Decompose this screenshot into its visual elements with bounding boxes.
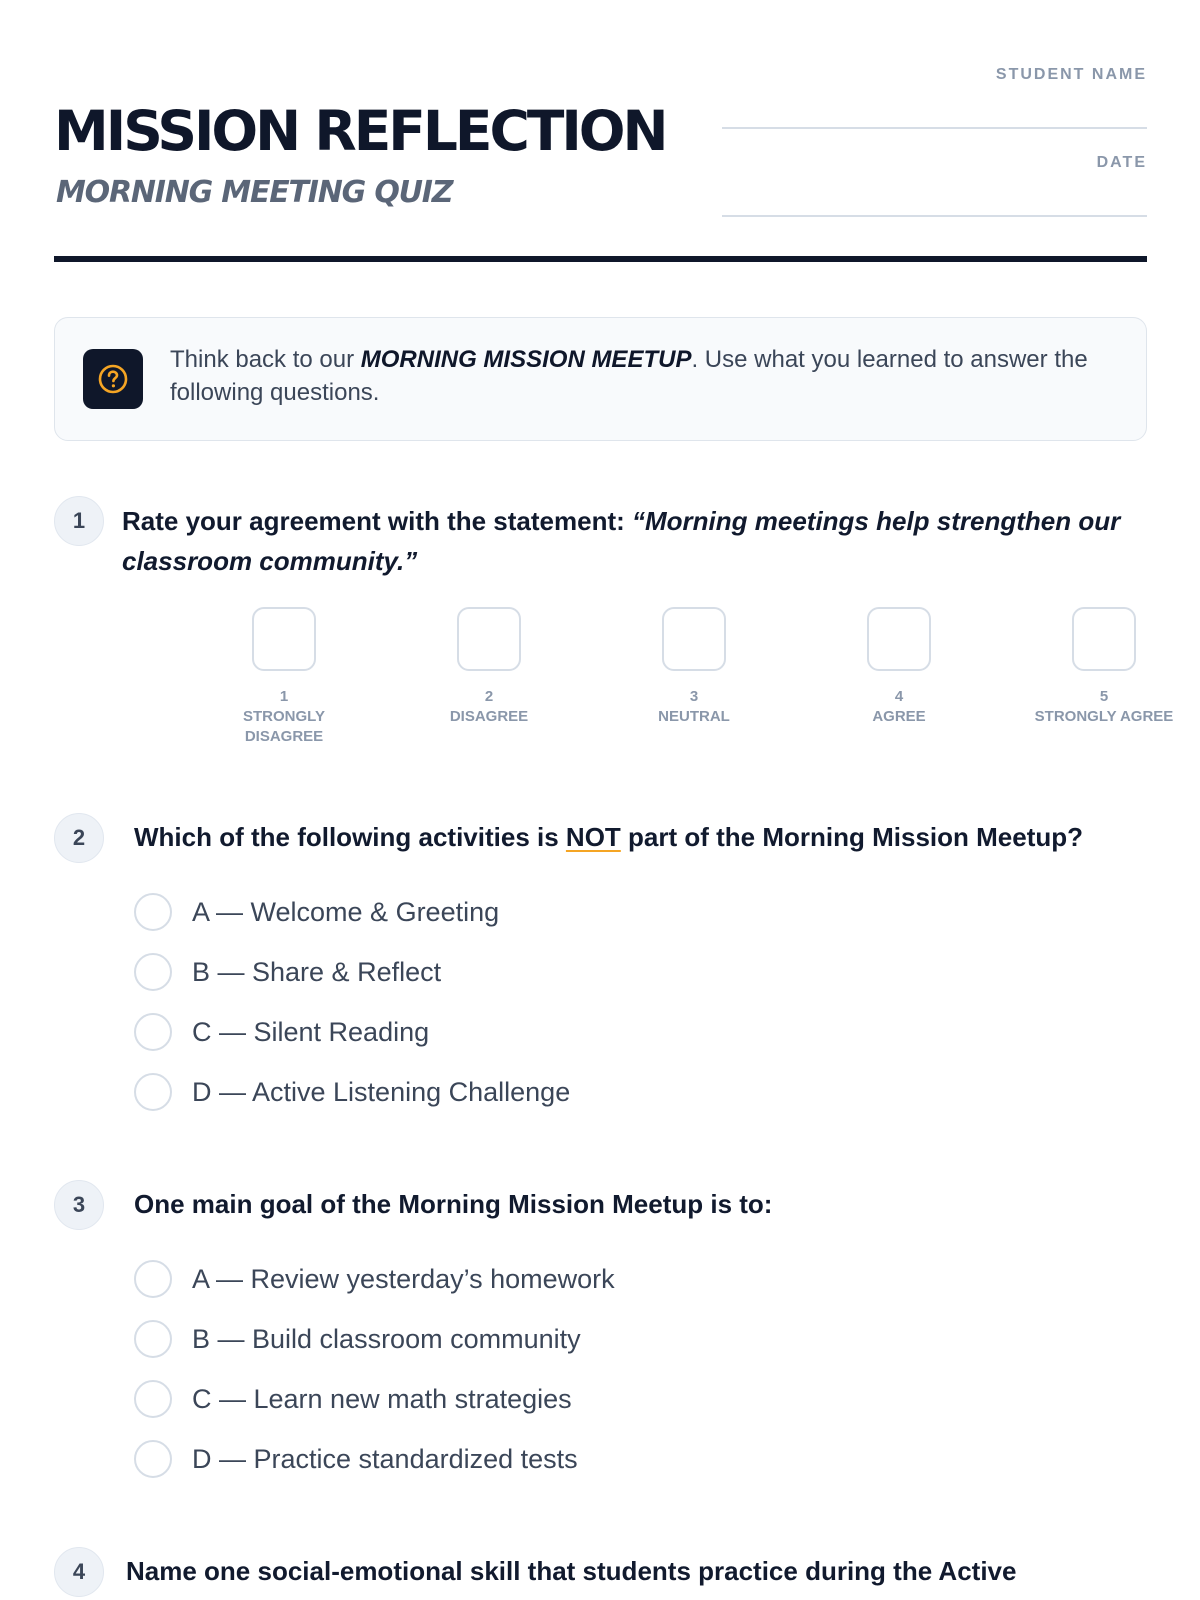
radio-button[interactable] xyxy=(134,893,172,931)
radio-button[interactable] xyxy=(134,1380,172,1418)
page-title: MISSION REFLECTION xyxy=(54,99,666,163)
likert-option-2[interactable]: 2 DISAGREE xyxy=(419,607,559,727)
likert-box[interactable] xyxy=(867,607,931,671)
question-3-text: One main goal of the Morning Mission Meetup is to: xyxy=(134,1189,773,1219)
question-number-4: 4 xyxy=(54,1547,104,1597)
likert-box[interactable] xyxy=(252,607,316,671)
question-2-option-a[interactable]: A — Welcome & Greeting xyxy=(134,892,499,932)
question-2-text: Which of the following activities is NOT part of the Morning Mission Meetup? xyxy=(134,822,1084,852)
page-subtitle: MORNING MEETING QUIZ xyxy=(56,175,453,210)
question-3-option-d[interactable]: D — Practice standardized tests xyxy=(134,1439,578,1479)
question-number-1: 1 xyxy=(54,496,104,546)
intro-text: Think back to our MORNING MISSION MEETUP. Use what you learned to answer the following questions. xyxy=(170,346,1088,406)
question-4-text: Name one social-emotional skill that students practice during the Active xyxy=(126,1556,1017,1586)
question-3-option-b[interactable]: B — Build classroom community xyxy=(134,1319,581,1359)
likert-option-5[interactable]: 5 STRONGLY AGREE xyxy=(1034,607,1174,727)
radio-button[interactable] xyxy=(134,1260,172,1298)
question-1-text: Rate your agreement with the statement: “Morning meetings help strengthen our classroom community.” xyxy=(122,506,1121,576)
question-number-3: 3 xyxy=(54,1180,104,1230)
radio-button[interactable] xyxy=(134,1013,172,1051)
radio-button[interactable] xyxy=(134,1440,172,1478)
question-2-option-d[interactable]: D — Active Listening Challenge xyxy=(134,1072,570,1112)
intro-emphasis: MORNING MISSION MEETUP xyxy=(360,346,692,373)
likert-box[interactable] xyxy=(662,607,726,671)
question-number-2: 2 xyxy=(54,813,104,863)
header-divider xyxy=(54,256,1147,262)
quiz-page xyxy=(54,0,1174,1600)
question-3-option-c[interactable]: C — Learn new math strategies xyxy=(134,1379,572,1419)
question-circle-icon xyxy=(83,349,143,409)
radio-button[interactable] xyxy=(134,953,172,991)
radio-button[interactable] xyxy=(134,1073,172,1111)
intro-callout xyxy=(54,317,1147,441)
likert-box[interactable] xyxy=(1072,607,1136,671)
likert-option-4[interactable]: 4 AGREE xyxy=(829,607,969,727)
question-1-quote: “Morning meetings help strengthen our classroom community.” xyxy=(122,506,1121,576)
student-name-label: STUDENT NAME xyxy=(995,66,1147,83)
radio-button[interactable] xyxy=(134,1320,172,1358)
question-2-emphasis: NOT xyxy=(565,822,621,852)
likert-option-1[interactable]: 1 STRONGLY DISAGREE xyxy=(214,607,354,747)
question-2-option-b[interactable]: B — Share & Reflect xyxy=(134,952,441,992)
student-name-field[interactable] xyxy=(722,127,1147,129)
date-label: DATE xyxy=(1096,154,1147,171)
question-2-option-c[interactable]: C — Silent Reading xyxy=(134,1012,429,1052)
likert-option-3[interactable]: 3 NEUTRAL xyxy=(624,607,764,727)
likert-box[interactable] xyxy=(457,607,521,671)
date-field[interactable] xyxy=(722,215,1147,217)
question-3-option-a[interactable]: A — Review yesterday’s homework xyxy=(134,1259,615,1299)
